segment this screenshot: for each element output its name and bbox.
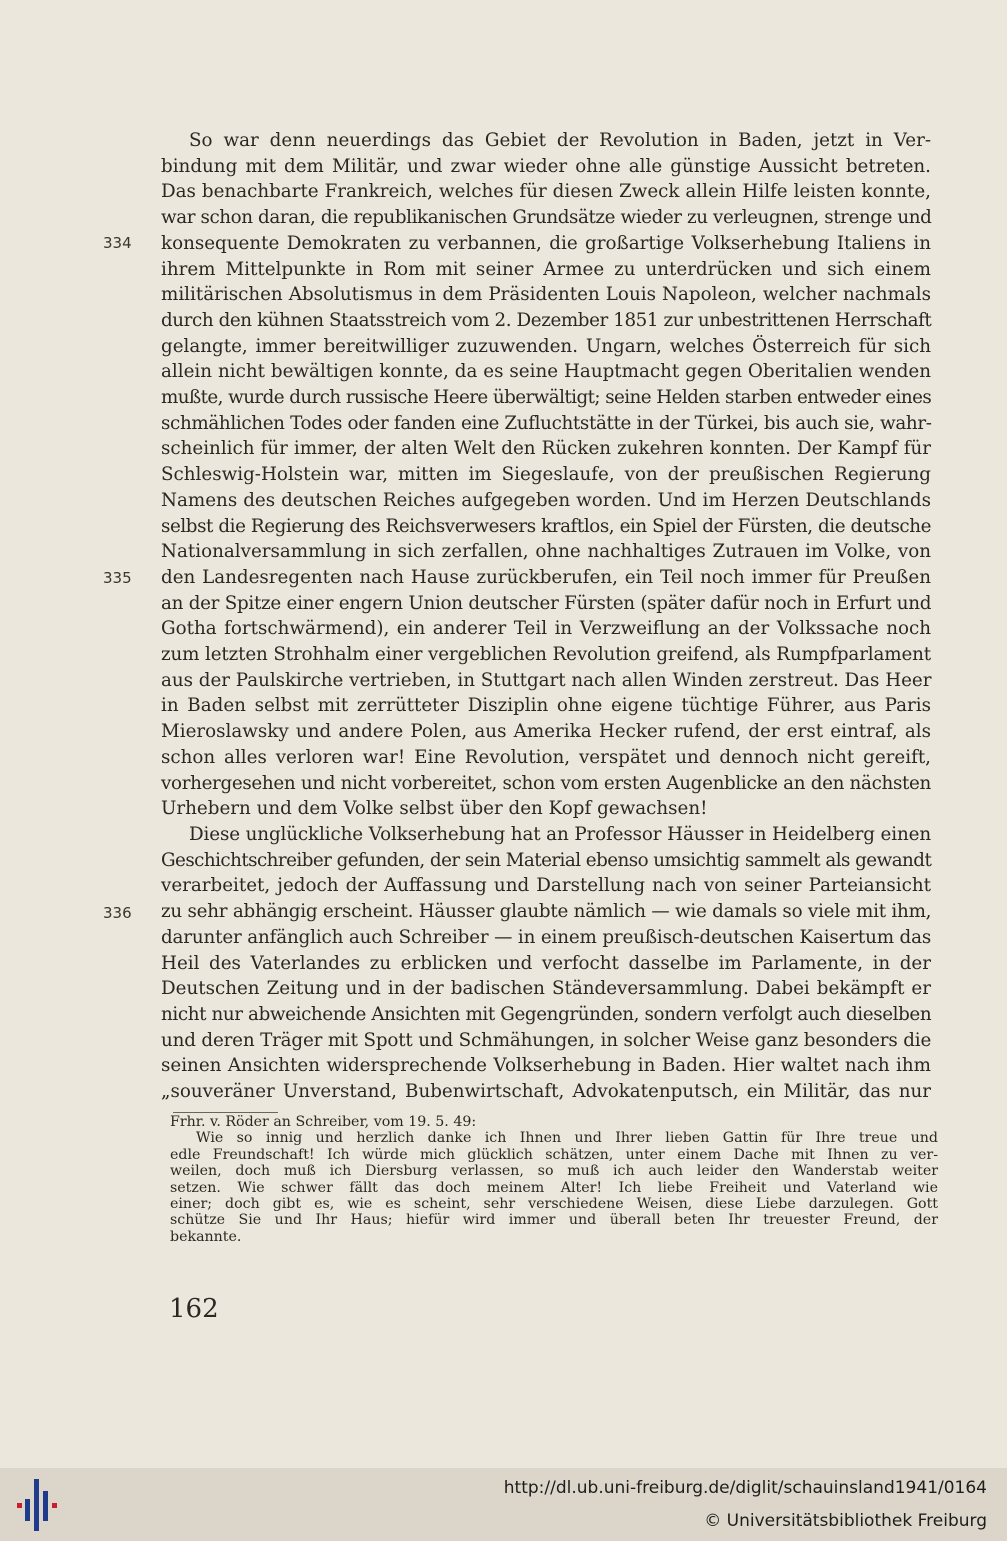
margin-number: 335 xyxy=(103,569,132,587)
footnote-line: schütze Sie und Ihr Haus; hiefür wird immer und überall beten Ihr treuester Freund, der xyxy=(170,1212,938,1229)
body-text xyxy=(161,128,931,1105)
body-line: vorhergesehen und nicht vorbereitet, schon vom ersten Augenblicke an den nächsten xyxy=(161,772,931,794)
body-line: Schleswig-Holstein war, mitten im Siegeslaufe, von der preußischen Regierung xyxy=(161,464,931,486)
body-line: darunter anfänglich auch Schreiber — in einem preußisch-deutschen Kaisertum das xyxy=(161,926,932,948)
footnote-line: einer; doch gibt es, wie es scheint, sehr verschiedene Weisen, diese Liebe darzulegen. Gott xyxy=(170,1196,938,1213)
margin-number: 334 xyxy=(103,234,132,252)
body-line: den Landesregenten nach Hause zurückberufen, ein Teil noch immer für Preußen xyxy=(161,566,931,588)
body-line: „souveräner Unverstand, Bubenwirtschaft, Advokatenputsch, ein Militär, das nur xyxy=(161,1081,931,1103)
footnote-rule xyxy=(173,1112,278,1113)
footnote-line: Wie so innig und herzlich danke ich Ihnen und Ihrer lieben Gattin für Ihre treue und xyxy=(196,1130,938,1147)
body-line: und deren Träger mit Spott und Schmähungen, in solcher Weise ganz besonders die xyxy=(161,1029,932,1051)
body-line: militärischen Absolutismus in dem Präsidenten Louis Napoleon, welcher nachmals xyxy=(161,284,931,306)
body-line: allein nicht bewältigen konnte, da es seine Hauptmacht gegen Oberitalien wenden xyxy=(161,361,931,383)
footnote-line: edle Freundschaft! Ich würde mich glücklich schätzen, unter einem Dache mit Ihnen zu ver- xyxy=(170,1146,938,1163)
body-line: Heil des Vaterlandes zu erblicken und verfocht dasselbe im Parlamente, in der xyxy=(161,952,931,974)
body-line: Das benachbarte Frankreich, welches für diesen Zweck allein Hilfe leisten konnte, xyxy=(161,181,931,203)
footnote-line: Frhr. v. Röder an Schreiber, vom 19. 5. 49: xyxy=(170,1114,477,1130)
body-line: selbst die Regierung des Reichsverwesers kraftlos, ein Spiel der Fürsten, die deutsche xyxy=(161,515,931,537)
footnote-line: weilen, doch muß ich Diersburg verlassen, so muß ich auch leider den Wanderstab weiter xyxy=(170,1163,938,1180)
body-line: ihrem Mittelpunkte in Rom mit seiner Armee zu unterdrücken und sich einem xyxy=(161,258,931,280)
body-line: Mieroslawsky und andere Polen, aus Amerika Hecker rufend, der erst eintraf, als xyxy=(161,721,931,743)
body-line: schmählichen Todes oder fanden eine Zufluchtstätte in der Türkei, bis auch sie, wahr- xyxy=(161,412,932,434)
margin-number: 336 xyxy=(103,904,132,922)
body-line: nicht nur abweichende Ansichten mit Gegengründen, sondern verfolgt auch dieselben xyxy=(161,1003,932,1025)
body-line: bindung mit dem Militär, und zwar wieder ohne alle günstige Aussicht betreten. xyxy=(161,155,931,177)
footnote-line: setzen. Wie schwer fällt das doch meinem Alter! Ich liebe Freiheit und Vaterland wie xyxy=(170,1179,938,1196)
body-line: So war denn neuerdings das Gebiet der Revolution in Baden, jetzt in Ver- xyxy=(189,130,931,151)
page-number: 162 xyxy=(169,1294,219,1324)
body-line: schon alles verloren war! Eine Revolution, verspätet und dennoch nicht gereift, xyxy=(161,746,931,768)
footnote-line: bekannte. xyxy=(170,1228,242,1245)
body-line: mußte, wurde durch russische Heere überwältigt; seine Helden starben entweder eines xyxy=(161,387,932,409)
body-line: Diese unglückliche Volkserhebung hat an Professor Häusser in Heidelberg einen xyxy=(189,823,931,845)
body-line: zum letzten Strohhalm einer vergeblichen Revolution greifend, als Rumpfparlament xyxy=(161,644,931,666)
body-line: zu sehr abhängig erscheint. Häusser glaubte nämlich — wie damals so viele mit ihm, xyxy=(161,901,932,923)
copyright-notice: © Universitätsbibliothek Freiburg xyxy=(704,1511,987,1531)
body-line: an der Spitze einer engern Union deutscher Fürsten (später dafür noch in Erfurt und xyxy=(161,592,932,614)
body-line: gelangte, immer bereitwilliger zuzuwenden. Ungarn, welches Österreich für sich xyxy=(161,335,931,357)
body-line: war schon daran, die republikanischen Grundsätze wieder zu verleugnen, strenge und xyxy=(161,207,932,229)
body-line: Nationalversammlung in sich zerfallen, ohne nachhaltiges Zutrauen im Volke, von xyxy=(161,541,931,563)
body-line: konsequente Demokraten zu verbannen, die großartige Volkserhebung Italiens in xyxy=(161,232,931,254)
body-line: verarbeitet, jedoch der Auffassung und Darstellung nach von seiner Parteiansicht xyxy=(161,875,931,897)
body-line: Geschichtschreiber gefunden, der sein Material ebenso umsichtig sammelt als gewandt xyxy=(161,849,932,871)
body-line: Namens des deutschen Reiches aufgegeben worden. Und im Herzen Deutschlands xyxy=(161,489,931,511)
body-line: in Baden selbst mit zerrütteter Disziplin ohne eigene tüchtige Führer, aus Paris xyxy=(161,695,931,717)
body-line: aus der Paulskirche vertrieben, in Stuttgart nach allen Winden zerstreut. Das Heer xyxy=(161,669,932,691)
body-line: Deutschen Zeitung und in der badischen Ständeversammlung. Dabei bekämpft er xyxy=(161,978,931,1000)
body-line: seinen Ansichten widersprechende Volkserhebung in Baden. Hier waltet nach ihm xyxy=(161,1055,931,1077)
body-line: scheinlich für immer, der alten Welt den Rücken zukehren konnten. Der Kampf für xyxy=(161,438,931,460)
ub-freiburg-logo-icon xyxy=(14,1477,64,1533)
body-line: durch den kühnen Staatsstreich vom 2. Dezember 1851 zur unbestrittenen Herrschaft xyxy=(161,309,932,331)
source-url[interactable]: http://dl.ub.uni-freiburg.de/diglit/schauinsland1941/0164 xyxy=(503,1478,987,1498)
footnote xyxy=(170,1114,938,1245)
body-line: Gotha fortschwärmend), ein anderer Teil in Verzweiflung an der Volkssache noch xyxy=(161,618,931,640)
body-line: Urhebern und dem Volke selbst über den Kopf gewachsen! xyxy=(161,798,708,820)
